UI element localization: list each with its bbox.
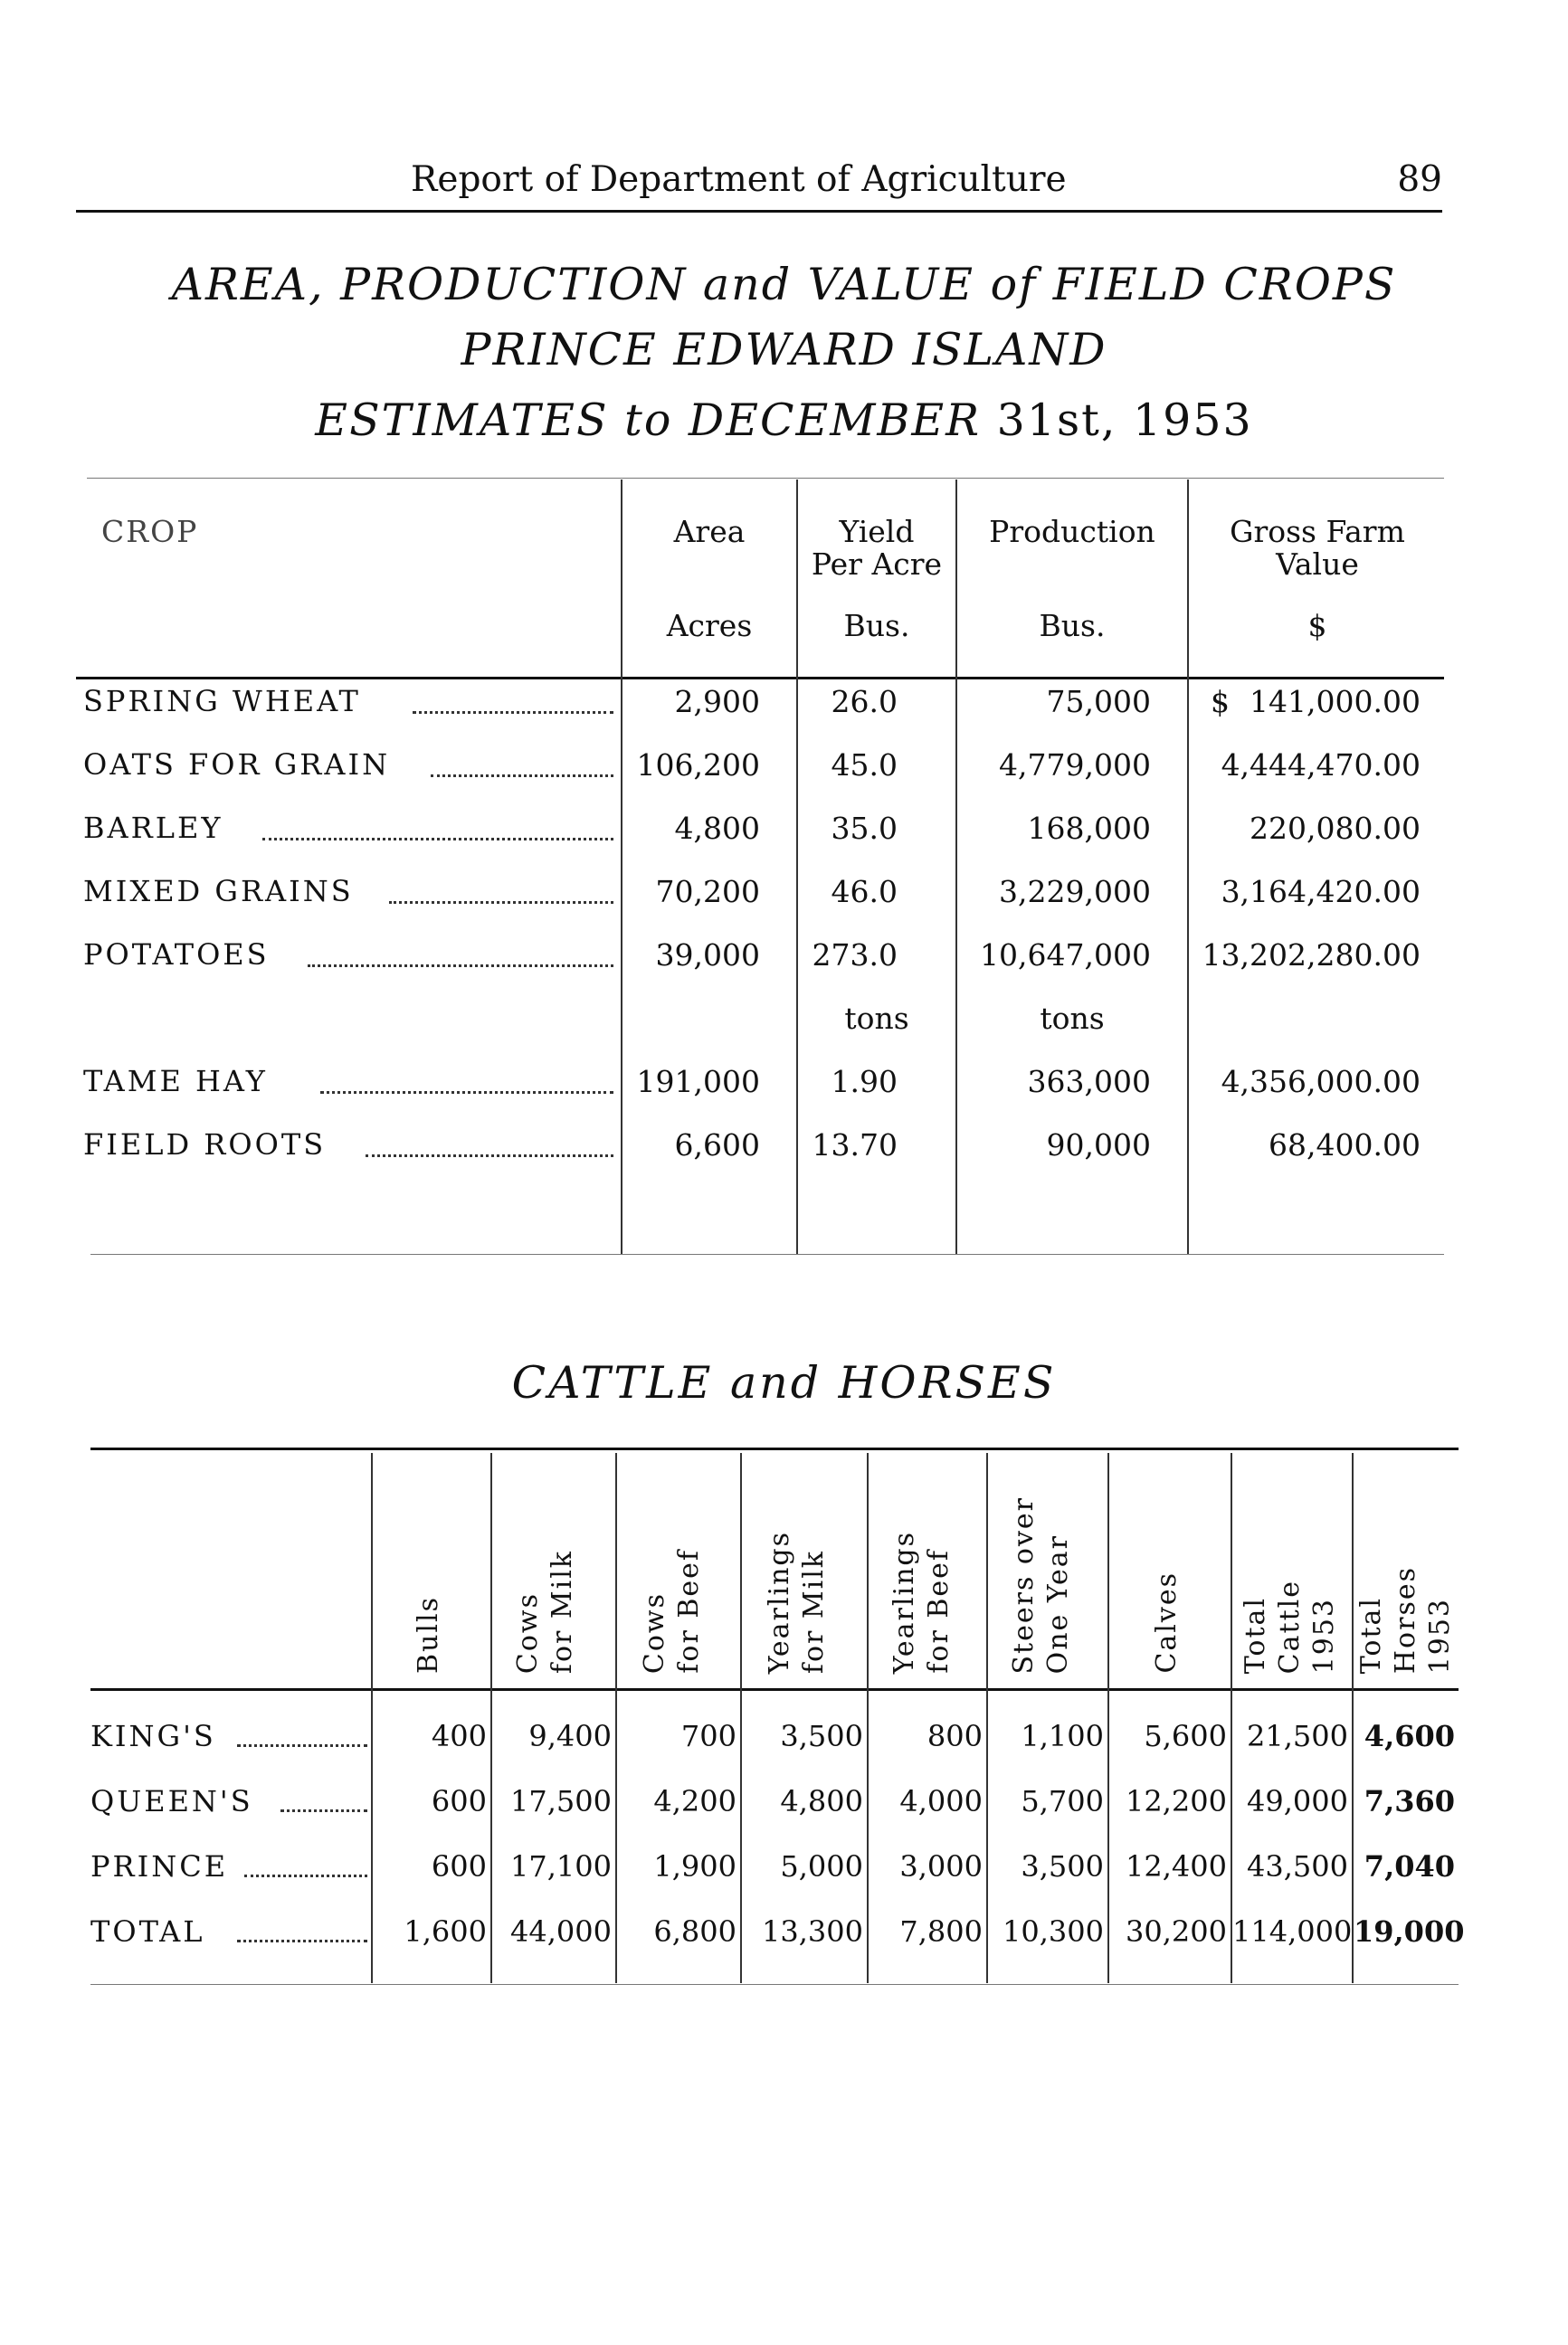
gross-value: 68,400.00: [1269, 1127, 1421, 1163]
header-value-unit: $: [1307, 608, 1327, 643]
header-production: Production: [989, 514, 1155, 549]
gross-value: 3,164,420.00: [1221, 874, 1421, 909]
dot-leader: [262, 838, 613, 840]
dot-leader: [280, 1809, 367, 1812]
yield-value: 35.0: [831, 811, 898, 846]
production-value: 4,779,000: [999, 747, 1151, 783]
header-cows-milk-line-2: for Milk: [546, 1549, 578, 1674]
yearlings-milk-value: 5,000: [780, 1849, 863, 1884]
header-production-unit: Bus.: [1039, 608, 1106, 643]
bulls-value: 1,600: [404, 1914, 487, 1949]
header-yield-unit: Bus.: [843, 608, 910, 643]
dot-leader: [308, 964, 613, 967]
dot-leader: [237, 1940, 367, 1942]
production-value: 10,647,000: [980, 937, 1151, 973]
table-top-rule: [87, 478, 1444, 479]
table-title-line-3: [0, 394, 1568, 446]
cows-beef-value: 4,200: [653, 1784, 736, 1818]
county-name: KING'S: [90, 1719, 216, 1753]
title-date-text: 31st, 1953: [996, 394, 1253, 446]
header-yield: Yield: [839, 514, 915, 549]
yield-unit-tons: tons: [844, 1001, 909, 1036]
column-separator: [955, 479, 957, 1254]
yearlings-beef-value: 3,000: [899, 1849, 983, 1884]
header-total-cattle-year: 1953: [1308, 1597, 1340, 1674]
header-yearlings-beef: Yearlings: [889, 1530, 920, 1674]
total-horses-value: 4,600: [1364, 1719, 1455, 1753]
header-area-unit: Acres: [666, 608, 753, 643]
column-separator: [621, 479, 622, 1254]
header-cows-beef-line-2: for Beef: [673, 1549, 705, 1674]
gross-value: 220,080.00: [1250, 811, 1421, 846]
county-name: QUEEN'S: [90, 1784, 253, 1818]
dot-leader: [413, 711, 613, 714]
cows-milk-value: 9,400: [528, 1719, 612, 1753]
column-separator: [1187, 479, 1189, 1254]
bulls-value: 400: [431, 1719, 487, 1753]
cattle-table-title: CATTLE and HORSES: [511, 1357, 1057, 1409]
yield-value: 13.70: [812, 1127, 898, 1163]
cows-beef-value: 6,800: [653, 1914, 736, 1949]
dot-leader: [320, 1091, 613, 1094]
dot-leader: [366, 1154, 613, 1157]
cows-milk-value: 17,100: [510, 1849, 612, 1884]
column-separator: [796, 479, 798, 1254]
county-name: PRINCE: [90, 1849, 229, 1884]
header-calves: Calves: [1151, 1571, 1183, 1674]
calves-value: 5,600: [1144, 1719, 1227, 1753]
header-title: Report of Department of Agriculture: [411, 159, 1067, 200]
production-value: 75,000: [1046, 684, 1151, 719]
total-horses-value: 7,360: [1364, 1784, 1455, 1818]
yearlings-beef-value: 4,000: [899, 1784, 983, 1818]
yield-value: 46.0: [831, 874, 898, 909]
header-gross-value: Gross Farm: [1230, 514, 1405, 549]
calves-value: 12,400: [1126, 1849, 1227, 1884]
header-crop: CROP: [101, 514, 199, 549]
total-horses-value: 19,000: [1354, 1914, 1465, 1949]
crop-name: BARLEY: [83, 811, 223, 845]
title-estimates-text: ESTIMATES to DECEMBER: [315, 394, 997, 446]
gross-value: 4,444,470.00: [1221, 747, 1421, 783]
table-bottom-rule: [90, 1984, 1459, 1985]
rotated-header-row: [0, 1466, 1568, 1674]
area-value: 6,600: [674, 1127, 760, 1163]
cows-beef-value: 700: [680, 1719, 736, 1753]
total-cattle-value: 114,000: [1232, 1914, 1353, 1949]
header-rule: [76, 677, 1444, 679]
crop-name: TAME HAY: [83, 1064, 268, 1098]
dot-leader: [244, 1875, 367, 1877]
header-yearlings-milk-line-2: for Milk: [798, 1549, 830, 1674]
crop-name: MIXED GRAINS: [83, 874, 354, 908]
yearlings-milk-value: 3,500: [780, 1719, 863, 1753]
header-yearlings-beef-line-2: for Beef: [923, 1549, 955, 1674]
steers-value: 5,700: [1021, 1784, 1104, 1818]
cows-beef-value: 1,900: [653, 1849, 736, 1884]
area-value: 70,200: [655, 874, 760, 909]
yield-value: 273.0: [812, 937, 898, 973]
steers-value: 3,500: [1021, 1849, 1104, 1884]
yield-value: 45.0: [831, 747, 898, 783]
area-value: 2,900: [674, 684, 760, 719]
production-value: 3,229,000: [999, 874, 1151, 909]
total-horses-value: 7,040: [1364, 1849, 1455, 1884]
cows-milk-value: 17,500: [510, 1784, 612, 1818]
header-total-horses-line-2: Horses: [1390, 1565, 1421, 1674]
gross-value: 141,000.00: [1250, 684, 1421, 719]
production-value: 168,000: [1027, 811, 1151, 846]
steers-value: 1,100: [1021, 1719, 1104, 1753]
total-cattle-value: 49,000: [1247, 1784, 1348, 1818]
yield-value: 26.0: [831, 684, 898, 719]
table-bottom-rule: [90, 1254, 1444, 1255]
crop-name: SPRING WHEAT: [83, 684, 361, 718]
header-bulls: Bulls: [413, 1596, 444, 1674]
cows-milk-value: 44,000: [510, 1914, 612, 1949]
yearlings-beef-value: 800: [927, 1719, 983, 1753]
area-value: 106,200: [636, 747, 760, 783]
crop-name: FIELD ROOTS: [83, 1127, 327, 1162]
header-rule: [90, 1688, 1459, 1691]
steers-value: 10,300: [1003, 1914, 1104, 1949]
header-cows-beef: Cows: [639, 1591, 670, 1674]
calves-value: 12,200: [1126, 1784, 1227, 1818]
gross-value: 4,356,000.00: [1221, 1064, 1421, 1099]
currency-sign: $: [1211, 684, 1230, 719]
area-value: 191,000: [636, 1064, 760, 1099]
crop-name: OATS FOR GRAIN: [83, 747, 391, 782]
area-value: 39,000: [655, 937, 760, 973]
bulls-value: 600: [431, 1849, 487, 1884]
gross-value: 13,202,280.00: [1202, 937, 1421, 973]
calves-value: 30,200: [1126, 1914, 1227, 1949]
total-cattle-value: 43,500: [1247, 1849, 1348, 1884]
running-header: [76, 159, 1442, 213]
dot-leader: [237, 1744, 367, 1747]
page-number: 89: [1397, 159, 1442, 200]
production-value: 90,000: [1046, 1127, 1151, 1163]
production-value: 363,000: [1027, 1064, 1151, 1099]
yearlings-milk-value: 13,300: [762, 1914, 863, 1949]
crop-name: POTATOES: [83, 937, 270, 972]
total-cattle-value: 21,500: [1247, 1719, 1348, 1753]
area-value: 4,800: [674, 811, 760, 846]
table-title-line-1: AREA, PRODUCTION and VALUE of FIELD CROPS: [171, 259, 1397, 310]
header-yearlings-milk: Yearlings: [764, 1530, 795, 1674]
header-total-horses-year: 1953: [1424, 1597, 1456, 1674]
header-total-cattle: Total: [1240, 1596, 1271, 1674]
yearlings-beef-value: 7,800: [899, 1914, 983, 1949]
yearlings-milk-value: 4,800: [780, 1784, 863, 1818]
header-gross-value-line-2: Value: [1276, 546, 1359, 582]
dot-leader: [431, 774, 613, 777]
header-total-cattle-line-2: Cattle: [1274, 1579, 1306, 1674]
yield-value: 1.90: [831, 1064, 898, 1099]
production-unit-tons: tons: [1040, 1001, 1105, 1036]
header-area: Area: [673, 514, 746, 549]
header-total-horses: Total: [1355, 1596, 1387, 1674]
header-cows-milk: Cows: [512, 1591, 544, 1674]
header-steers: Steers over: [1008, 1495, 1040, 1674]
dot-leader: [389, 901, 613, 904]
bulls-value: 600: [431, 1784, 487, 1818]
header-steers-line-2: One Year: [1042, 1533, 1074, 1674]
table-title-line-2: PRINCE EDWARD ISLAND: [461, 324, 1107, 375]
header-yield-line-2: Per Acre: [811, 546, 943, 582]
table-top-rule: [90, 1448, 1459, 1450]
county-name: TOTAL: [90, 1914, 205, 1949]
